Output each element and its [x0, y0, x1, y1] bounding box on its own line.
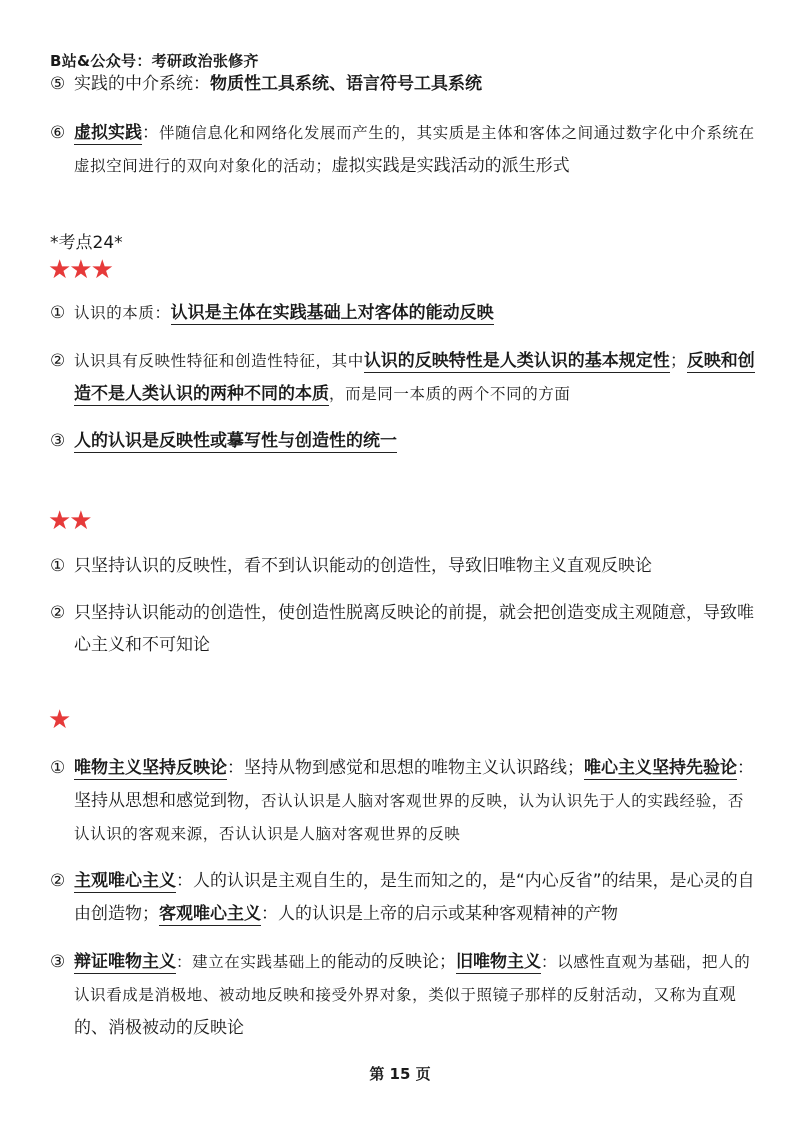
- item-number: ①: [50, 556, 66, 576]
- item-lead: 实践的中介系统：: [74, 74, 210, 94]
- term-virtual-practice: 虚拟实践: [74, 123, 142, 143]
- list-item: [50, 425, 755, 457]
- two-star-rating: ★★: [48, 506, 91, 536]
- three-star-rating: ★★★: [48, 255, 112, 285]
- item-key-point: 反映和创造不是人类认识的两种不同的本质: [74, 351, 755, 404]
- item-number: ⑥: [50, 123, 66, 143]
- item-key-point: 唯物主义坚持反映论: [74, 758, 227, 778]
- item-key-point: 认识的反映特性是人类认识的基本规定性: [363, 351, 670, 371]
- list-item: ① 只坚持认识的反映性，看不到认识能动的创造性，导致旧唯物主义直观反映论: [50, 550, 755, 582]
- item-number: ②: [50, 351, 66, 371]
- list-item: ② 只坚持认识能动的创造性，使创造性脱离反映论的前提，就会把创造变成主观随意，导致唯心主义和不可知论: [50, 597, 755, 661]
- list-item: [50, 68, 755, 100]
- list-item: ① 唯物主义坚持反映论：坚持从物到感觉和思想的唯物主义认识路线；唯心主义坚持先验论：坚持从思想和感觉到物，否认认识是人脑对客观世界的反映，认为认识先于人的实践经验，否认认识的客观来源，否认认识是人脑对客观世界的反映: [50, 752, 755, 851]
- item-lead: 认识的本质：: [74, 304, 171, 322]
- list-item: [50, 297, 755, 329]
- page-header: B站&公众号：考研政治张修齐: [50, 52, 259, 70]
- item-number: ③: [50, 431, 66, 451]
- list-item: ③ 辩证唯物主义：建立在实践基础上的能动的反映论；旧唯物主义：以感性直观为基础，把人的认识看成是消极地、被动地反映和接受外界对象，类似于照镜子那样的反射活动，又称为直观的、消极被动的反映论: [50, 946, 755, 1045]
- item-key-point: 旧唯物主义: [456, 952, 542, 972]
- item-number: ③: [50, 952, 66, 972]
- list-item: ⑥ 虚拟实践：伴随信息化和网络化发展而产生的，其实质是主体和客体之间通过数字化中介系统在虚拟空间进行的双向对象化的活动；虚拟实践是实践活动的派生形式: [50, 117, 755, 183]
- item-key-point: 唯心主义坚持先验论: [584, 758, 737, 778]
- item-key-point: 辩证唯物主义: [74, 952, 176, 972]
- item-number: ②: [50, 871, 66, 891]
- item-number: ①: [50, 303, 66, 323]
- one-star-rating: ★: [48, 705, 70, 735]
- list-item: ② 认识具有反映性特征和创造性特征，其中认识的反映特性是人类认识的基本规定性；反映和创造不是人类认识的两种不同的本质，而是同一本质的两个不同的方面: [50, 345, 755, 411]
- item-tail: 虚拟实践是实践活动的派生形式: [331, 156, 570, 176]
- item-bold: 物质性工具系统、语言符号工具系统: [210, 74, 482, 94]
- item-key-point: 主观唯心主义: [74, 871, 176, 891]
- list-item: ② 主观唯心主义：人的认识是主观自生的，是生而知之的，是“内心反省”的结果，是心灵的自由创造物；客观唯心主义：人的认识是上帝的启示或某种客观精神的产物: [50, 865, 755, 931]
- item-key-point: 人的认识是反映性或摹写性与创造性的统一: [74, 431, 397, 451]
- item-number: ②: [50, 603, 66, 623]
- item-key-point: 认识是主体在实践基础上对客体的能动反映: [170, 303, 494, 323]
- page-number: 第 15 页: [369, 1065, 431, 1083]
- item-number: ⑤: [50, 74, 66, 94]
- item-number: ①: [50, 758, 66, 778]
- item-key-point: 客观唯心主义: [159, 904, 261, 924]
- topic-label: *考点24*: [50, 233, 123, 253]
- item-serif-text: 伴随信息化和网络化发展而产生的，其实质是主体和客体之间通过数字化中介系统在虚拟空间进行的双向对象化的活动；: [74, 124, 755, 175]
